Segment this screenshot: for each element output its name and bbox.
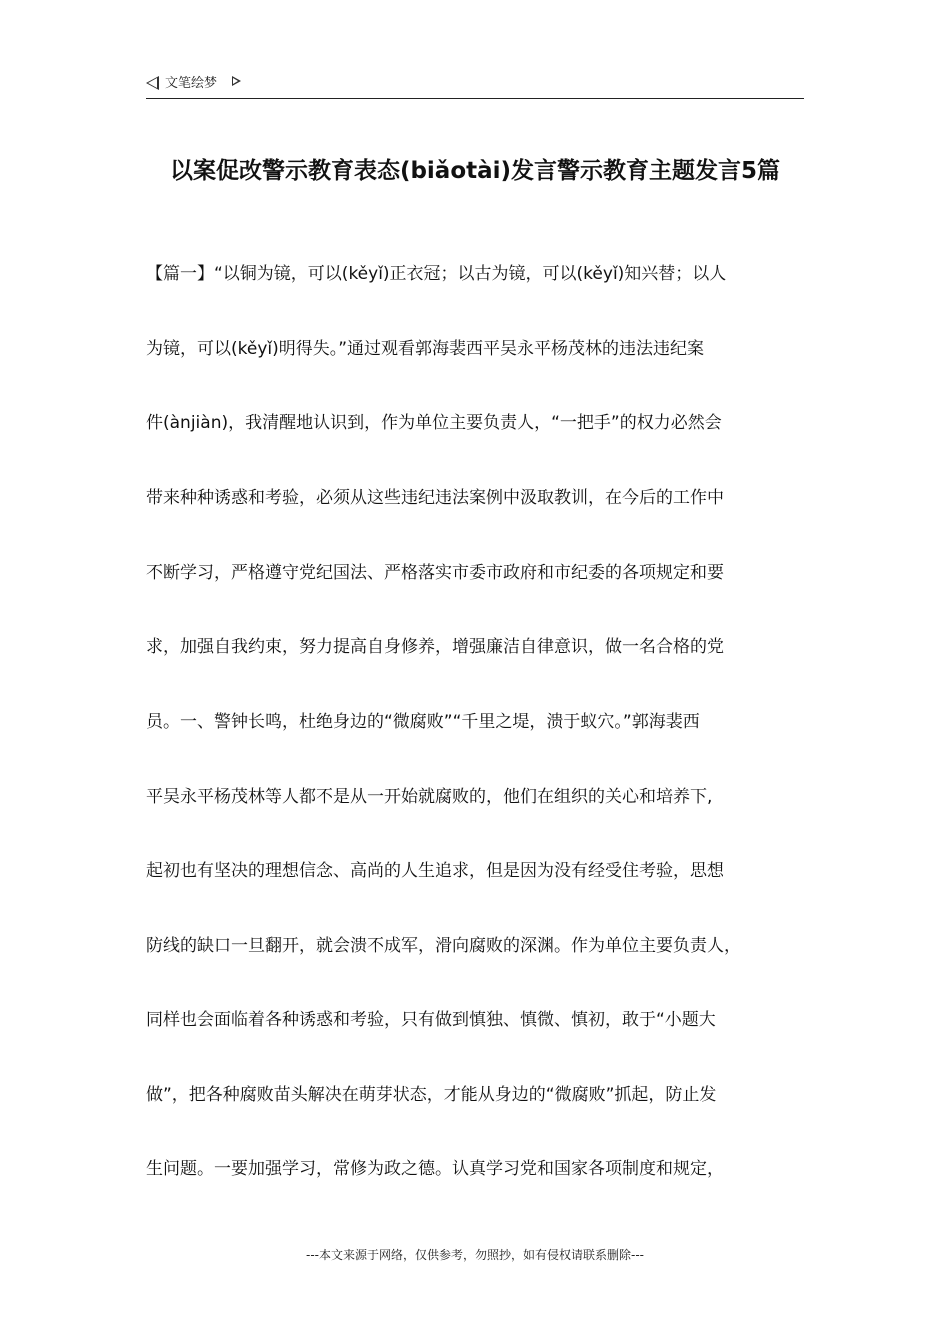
page-header: [146, 70, 804, 99]
body-line: 带来种种诱惑和考验，必须从这些违纪违法案例中汲取教训，在今后的工作中: [146, 488, 724, 508]
body-line: 生问题。一要加强学习，常修为政之德。认真学习党和国家各项制度和规定，: [146, 1159, 724, 1179]
body-line: 起初也有坚决的理想信念、高尚的人生追求，但是因为没有经受住考验，思想: [146, 861, 724, 881]
body-line: 做”，把各种腐败苗头解决在萌芽状态，才能从身边的“微腐败”抓起，防止发: [146, 1085, 717, 1105]
body-line: 同样也会面临着各种诱惑和考验，只有做到慎独、慎微、慎初，敢于“小题大: [146, 1010, 716, 1030]
body-line: 求，加强自我约束，努力提高自身修养，增强廉洁自律意识，做一名合格的党: [146, 637, 724, 657]
header-brand: 文笔绘梦: [165, 76, 218, 91]
body-line: 防线的缺口一旦翻开，就会溃不成军，滑向腐败的深渊。作为单位主要负责人，: [146, 936, 741, 956]
document-title: 以案促改警示教育表态(biǎotài)发言警示教育主题发言5篇: [169, 158, 781, 184]
body-line: 为镜，可以(kěyǐ)明得失。”通过观看郭海裴西平吴永平杨茂林的违法违纪案: [146, 339, 705, 359]
footer-disclaimer: ---本文来源于网络，仅供参考，勿照抄，如有侵权请联系删除---: [306, 1248, 644, 1262]
triangle-left-icon: [146, 76, 159, 90]
body-line: 平吴永平杨茂林等人都不是从一开始就腐败的，他们在组织的关心和培养下,: [146, 787, 713, 807]
body-line: 件(ànjiàn)，我清醒地认识到，作为单位主要负责人，“一把手”的权力必然会: [146, 413, 722, 433]
body-line: 不断学习，严格遵守党纪国法、严格落实市委市政府和市纪委的各项规定和要: [146, 563, 724, 583]
body-line: 员。一、警钟长鸣，杜绝身边的“微腐败”“千里之堤，溃于蚁穴。”郭海裴西: [146, 712, 700, 732]
body-line: 【篇一】“以铜为镜，可以(kěyǐ)正衣冠；以古为镜，可以(kěyǐ)知兴替；以人: [146, 264, 727, 284]
triangle-right-icon: [232, 76, 241, 86]
